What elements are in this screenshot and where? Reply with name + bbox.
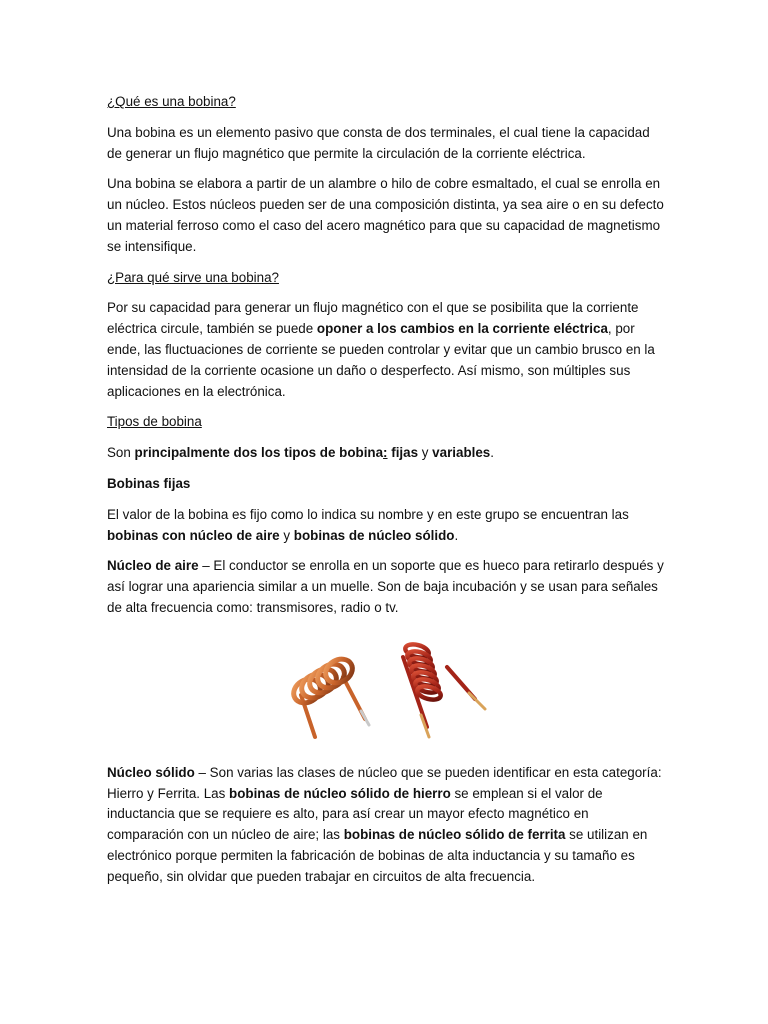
text-run: .	[490, 445, 494, 461]
text-run: , por ende, las fluctuaciones de corriente se pueden controlar y evitar que un cambio brusco en la intensidad de la corriente ocasione un daño o desperfecto. Así mismo, son múltiples sus aplicaciones en la electrónica.	[107, 321, 655, 399]
coil-photo	[107, 637, 667, 749]
heading-bobinas-fijas: Bobinas fijas	[107, 475, 191, 491]
bold-run: bobinas de núcleo sólido	[293, 527, 455, 543]
paragraph-air-core	[107, 556, 667, 618]
text-run: .	[454, 527, 459, 543]
bold-run: principalmente dos los tipos de bobina	[134, 445, 384, 461]
copper-coil-icon	[289, 654, 369, 737]
paragraph-fixed	[107, 505, 667, 547]
text-run: – El conductor se enrolla en un soporte que es hueco para retirarlo después y así lograr una apariencia similar a un muelle. Son de baja incubación y se usan para señales de alta frecuencia como: transmisores, radio o tv.	[107, 558, 664, 615]
paragraph-definition: Una bobina es un elemento pasivo que consta de dos terminales, el cual tiene la capacidad de generar un flujo magnético que permite la circulación de la corriente eléctrica.	[107, 124, 650, 161]
text-run: Son	[107, 445, 135, 461]
text-run: se utilizan en electrónico porque permiten la fabricación de bobinas de alta inductancia y su tamaño es pequeño, sin olvidar que pueden trabajar en circuitos de alta frecuencia.	[107, 827, 648, 884]
bold-run: fijas	[387, 445, 419, 461]
paragraph-elaboration: Una bobina se elabora a partir de un alambre o hilo de cobre esmaltado, el cual se enrolla en un núcleo. Estos núcleos pueden ser de una composición distinta, ya sea aire o en su defecto un material ferroso como el caso del acero magnético para que su capacidad de magnetismo se intensifique.	[107, 176, 664, 254]
heading-que-es: ¿Qué es una bobina?	[107, 94, 236, 109]
bold-run: oponer a los cambios en la corriente eléctrica	[316, 321, 608, 337]
bold-run: bobinas con núcleo de aire	[107, 527, 280, 543]
bold-underlined-colon: :	[383, 445, 388, 461]
bold-run: bobinas de núcleo sólido de ferrita	[343, 827, 566, 843]
heading-tipos: Tipos de bobina	[107, 414, 202, 430]
bold-run: Núcleo de aire	[107, 558, 199, 574]
inductor-coils-image	[277, 637, 497, 749]
document-body	[107, 92, 667, 898]
heading-para-que: ¿Para qué sirve una bobina?	[107, 269, 279, 285]
paragraph-solid-core	[107, 763, 667, 888]
bold-run: bobinas de núcleo sólido de hierro	[229, 785, 451, 801]
text-run: se emplean si el valor de inductancia que se requiere es alto, para así crear un mayor efecto magnético en comparación con un núcleo de aire; las	[107, 785, 603, 843]
text-run: y	[279, 527, 294, 543]
text-run: Por su capacidad para generar un flujo magnético con el que se posibilita que la corriente eléctrica circule, también se puede	[107, 300, 639, 337]
text-run: y	[418, 445, 433, 461]
text-run: El valor de la bobina es fijo como lo indica su nombre y en este grupo se encuentran las	[107, 506, 629, 522]
bold-run: variables	[432, 445, 491, 461]
red-coil-icon	[403, 642, 485, 737]
paragraph-types	[107, 443, 667, 464]
paragraph-uses	[107, 298, 667, 402]
bold-run: Núcleo sólido	[107, 764, 195, 780]
text-run: – Son varias las clases de núcleo que se pueden identificar en esta categoría: Hierro y Ferrita. Las	[107, 764, 662, 801]
